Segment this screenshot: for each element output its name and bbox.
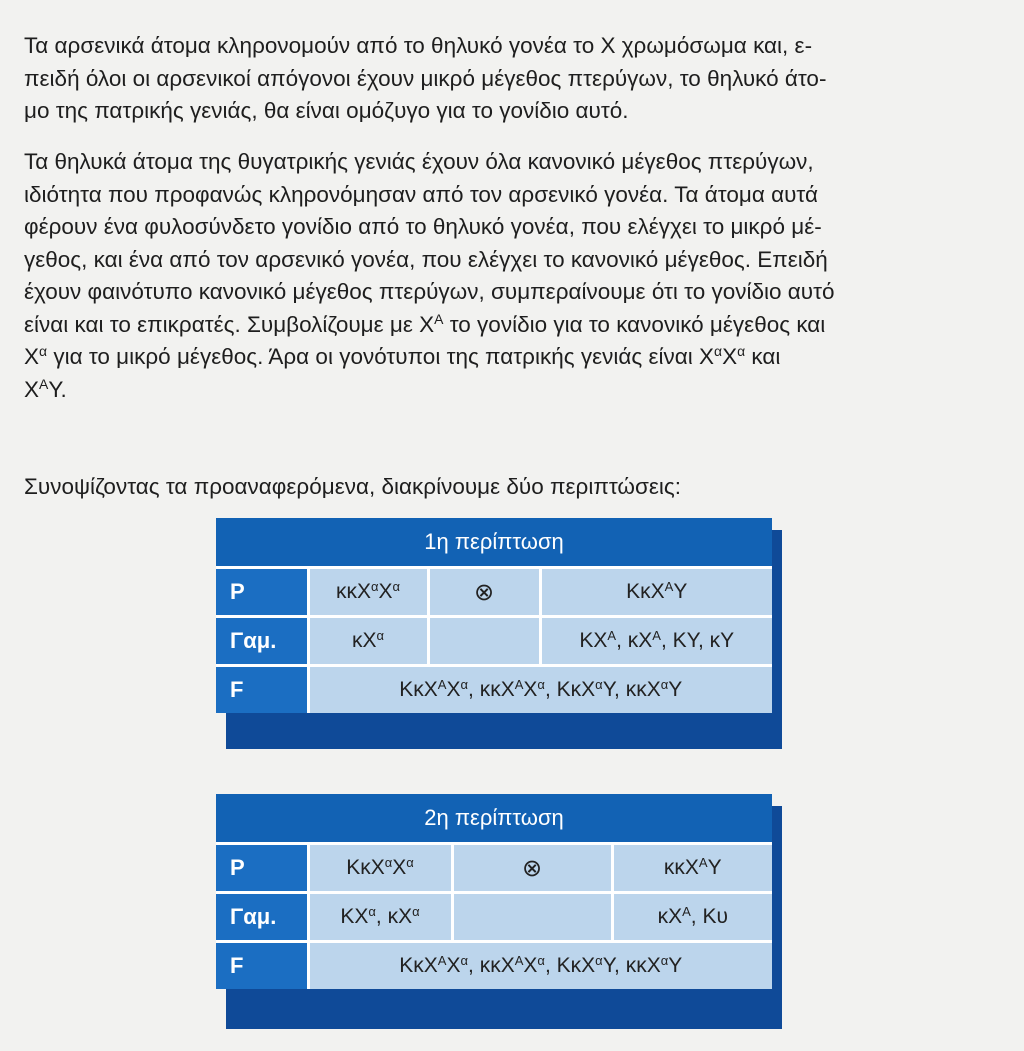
cell-gametes: $KX^\alpha$, $\kappa X^\alpha$ — [308, 893, 452, 942]
paragraph-3 — [24, 471, 976, 504]
row-label-gametes: Γαμ. — [216, 617, 308, 666]
text-line: πειδή όλοι οι αρσενικοί απόγονοι έχουν μικρό μέγεθος πτερύγων, το θηλυκό άτο- — [24, 65, 827, 91]
cell-genotype: ΚκΧ$^A$Υ — [540, 568, 772, 617]
text-line: Συνοψίζοντας τα προαναφερόμενα, διακρίνουμε δύο περιπτώσεις: — [24, 474, 681, 499]
cell-genotype: $K\kappa X^\alpha X^\alpha$ — [308, 844, 452, 893]
text-line: Τα αρσενικά άτομα κληρονομούν από το θηλυκό γονέα το Χ χρωμόσωμα και, ε- — [24, 33, 813, 58]
case-1-title: 1η περίπτωση — [216, 518, 772, 568]
cell-genotype: κκΧ$^A$Υ — [612, 844, 772, 893]
row-label-p: P — [216, 568, 308, 617]
text-line: είναι και το επικρατές. Συμβολίζουμε με $X^A$ το γονίδιο για το κανονικό μέγεθος και — [24, 310, 826, 337]
paragraph-2 — [24, 146, 976, 406]
cell-genotype: $\kappa\kappa X^\alpha X^\alpha$ — [308, 568, 428, 617]
row-label-f: F — [216, 942, 308, 990]
row-label-p: P — [216, 844, 308, 893]
cell-gametes: $\kappa X^A$, Κυ — [612, 893, 772, 942]
text-line: φέρουν ένα φυλοσύνδετο γονίδιο από το θηλυκό γονέα, που ελέγχει το μικρό μέ- — [24, 214, 822, 239]
cell-gametes: $KX^A$, $\kappa X^A$, ΚΥ, κΥ — [540, 617, 772, 666]
cell-empty — [428, 617, 540, 666]
text-line: $X^\alpha$ για το μικρό μέγεθος. Άρα οι γονότυποι της πατρικής γενιάς είναι $X^\alpha X^\alpha$ και — [24, 343, 781, 369]
text-line: έχουν φαινότυπο κανονικό μέγεθος πτερύγων, συμπεραίνουμε ότι το γονίδιο αυτό — [24, 279, 835, 304]
cell-gametes: $\kappa X^\alpha$ — [308, 617, 428, 666]
case-1-table — [216, 518, 772, 713]
text-line: γεθος, και ένα από τον αρσενικό γονέα, που ελέγχει το κανονικό μέγεθος. Επειδή — [24, 246, 828, 272]
case-2-table — [216, 794, 772, 989]
cell-offspring: $K\kappa X^AX^\alpha$, $\kappa\kappa X^AX^\alpha$, ΚκΧ$^\alpha$Υ, κκΧ$^\alpha$Υ — [308, 942, 772, 990]
cross-symbol: ⊗ — [452, 844, 612, 893]
text-line: ιδιότητα που προφανώς κληρονόμησαν από τον αρσενικό γονέα. Τα άτομα αυτά — [24, 181, 819, 207]
cross-symbol: ⊗ — [428, 568, 540, 617]
row-label-gametes: Γαμ. — [216, 893, 308, 942]
row-label-f: F — [216, 666, 308, 714]
text-line: μο της πατρικής γενιάς, θα είναι ομόζυγο για το γονίδιο αυτό. — [24, 98, 629, 123]
text-line: $X^A\Upsilon$. — [24, 375, 67, 402]
paragraph-1 — [24, 30, 976, 128]
case-2-title: 2η περίπτωση — [216, 794, 772, 844]
cell-offspring: $K\kappa X^AX^\alpha$, $\kappa\kappa X^AX^\alpha$, ΚκΧ$^\alpha$Υ, κκΧ$^\alpha$Υ — [308, 666, 772, 714]
cell-empty — [452, 893, 612, 942]
text-line: Τα θηλυκά άτομα της θυγατρικής γενιάς έχουν όλα κανονικό μέγεθος πτερύγων, — [24, 149, 814, 174]
